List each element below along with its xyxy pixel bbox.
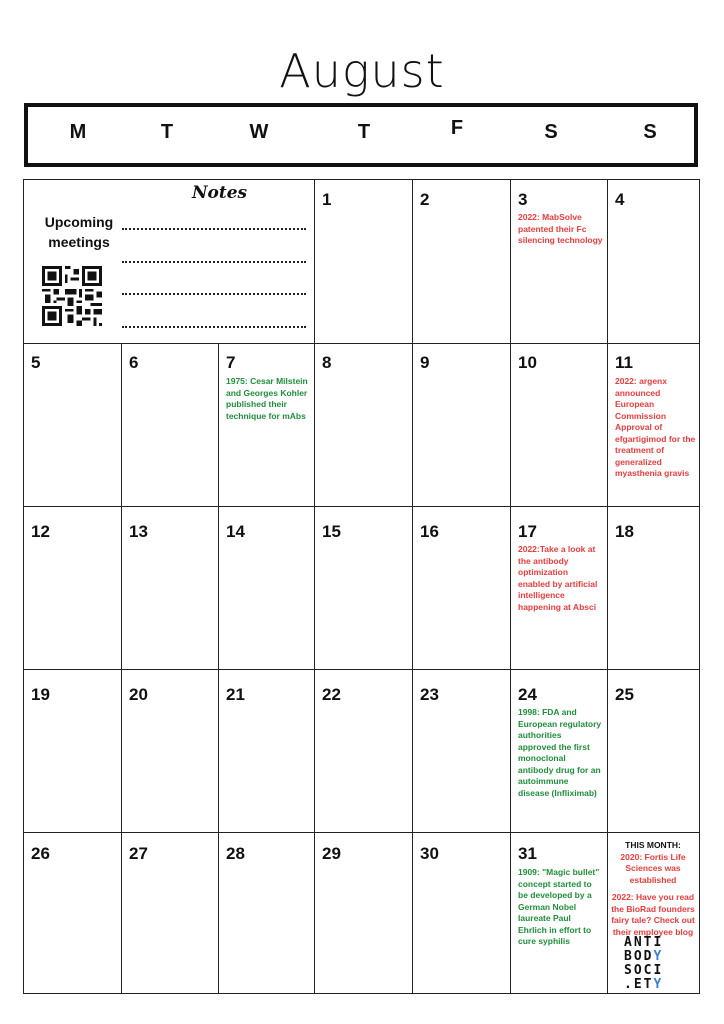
day-12[interactable]: 12 — [31, 522, 50, 541]
day-15[interactable]: 15 — [322, 522, 341, 541]
day-6[interactable]: 6 — [129, 353, 139, 372]
day-27[interactable]: 27 — [129, 844, 148, 863]
day-24[interactable]: 24 — [518, 685, 537, 704]
day-5[interactable]: 5 — [31, 353, 41, 372]
calendar-grid — [23, 179, 700, 994]
day-10[interactable]: 10 — [518, 353, 537, 372]
note-line[interactable] — [122, 293, 306, 295]
day-19[interactable]: 19 — [31, 685, 50, 704]
day-20[interactable]: 20 — [129, 685, 148, 704]
day-25[interactable]: 25 — [615, 685, 634, 704]
day-13[interactable]: 13 — [129, 522, 148, 541]
weekday-header — [24, 103, 698, 167]
weekday-sun: S — [643, 121, 657, 143]
note-line[interactable] — [122, 228, 306, 230]
this-month-box — [607, 840, 699, 938]
day-18[interactable]: 18 — [615, 522, 634, 541]
event-day-11: 2022: argenx announced European Commission Approval of efgartigimod for the treatment of generalized myasthenia gravis — [615, 376, 696, 478]
weekday-sat: S — [544, 121, 558, 143]
day-23[interactable]: 23 — [420, 685, 439, 704]
day-29[interactable]: 29 — [322, 844, 341, 863]
day-26[interactable]: 26 — [31, 844, 50, 863]
day-9[interactable]: 9 — [420, 353, 430, 372]
notes-title: Notes — [192, 183, 248, 203]
event-day-17: 2022:Take a look at the antibody optimization enabled by artificial intelligence happening at Absci — [518, 544, 598, 612]
day-22[interactable]: 22 — [322, 685, 341, 704]
day-17[interactable]: 17 — [518, 522, 537, 541]
antibody-society-logo: ANTI BODY SOCI .ETY — [624, 935, 664, 992]
day-4[interactable]: 4 — [615, 190, 625, 209]
qr-code-icon[interactable] — [42, 266, 102, 326]
day-1[interactable]: 1 — [322, 190, 332, 209]
note-line[interactable] — [122, 326, 306, 328]
event-day-7: 1975: Cesar Milstein and Georges Kohler published their technique for mAbs — [226, 376, 308, 421]
weekday-fri: F — [450, 117, 464, 139]
day-3[interactable]: 3 — [518, 190, 528, 209]
weekday-mon: M — [69, 121, 87, 143]
month-title: August — [279, 44, 445, 98]
weekday-tue: T — [160, 121, 174, 143]
day-7[interactable]: 7 — [226, 353, 236, 372]
upcoming-meetings-label: Upcoming meetings — [44, 214, 114, 250]
event-day-31: 1909: "Magic bullet" concept started to be developed by a German Nobel laureate Paul Ehrlich in effort to cure syphilis — [518, 867, 600, 946]
weekday-wed: W — [249, 121, 269, 143]
day-14[interactable]: 14 — [226, 522, 245, 541]
day-11[interactable]: 11 — [615, 353, 633, 372]
day-16[interactable]: 16 — [420, 522, 439, 541]
note-line[interactable] — [122, 261, 306, 263]
weekday-thu: T — [357, 121, 371, 143]
day-28[interactable]: 28 — [226, 844, 245, 863]
day-21[interactable]: 21 — [226, 685, 245, 704]
this-month-heading: THIS MONTH: — [625, 840, 681, 850]
day-2[interactable]: 2 — [420, 190, 430, 209]
this-month-item: 2020: Fortis Life Sciences was established — [620, 851, 686, 885]
day-31[interactable]: 31 — [518, 844, 537, 863]
this-month-item: 2022: Have you read the BioRad founders fairy tale? Check out their employee blog — [611, 892, 695, 937]
event-day-24: 1998: FDA and European regulatory authorities approved the first monoclonal antibody drug for an autoimmune disease (Infliximab) — [518, 707, 602, 798]
event-day-3: 2022: MabSolve patented their Fc silencing technology — [518, 212, 603, 245]
day-8[interactable]: 8 — [322, 353, 332, 372]
day-30[interactable]: 30 — [420, 844, 439, 863]
